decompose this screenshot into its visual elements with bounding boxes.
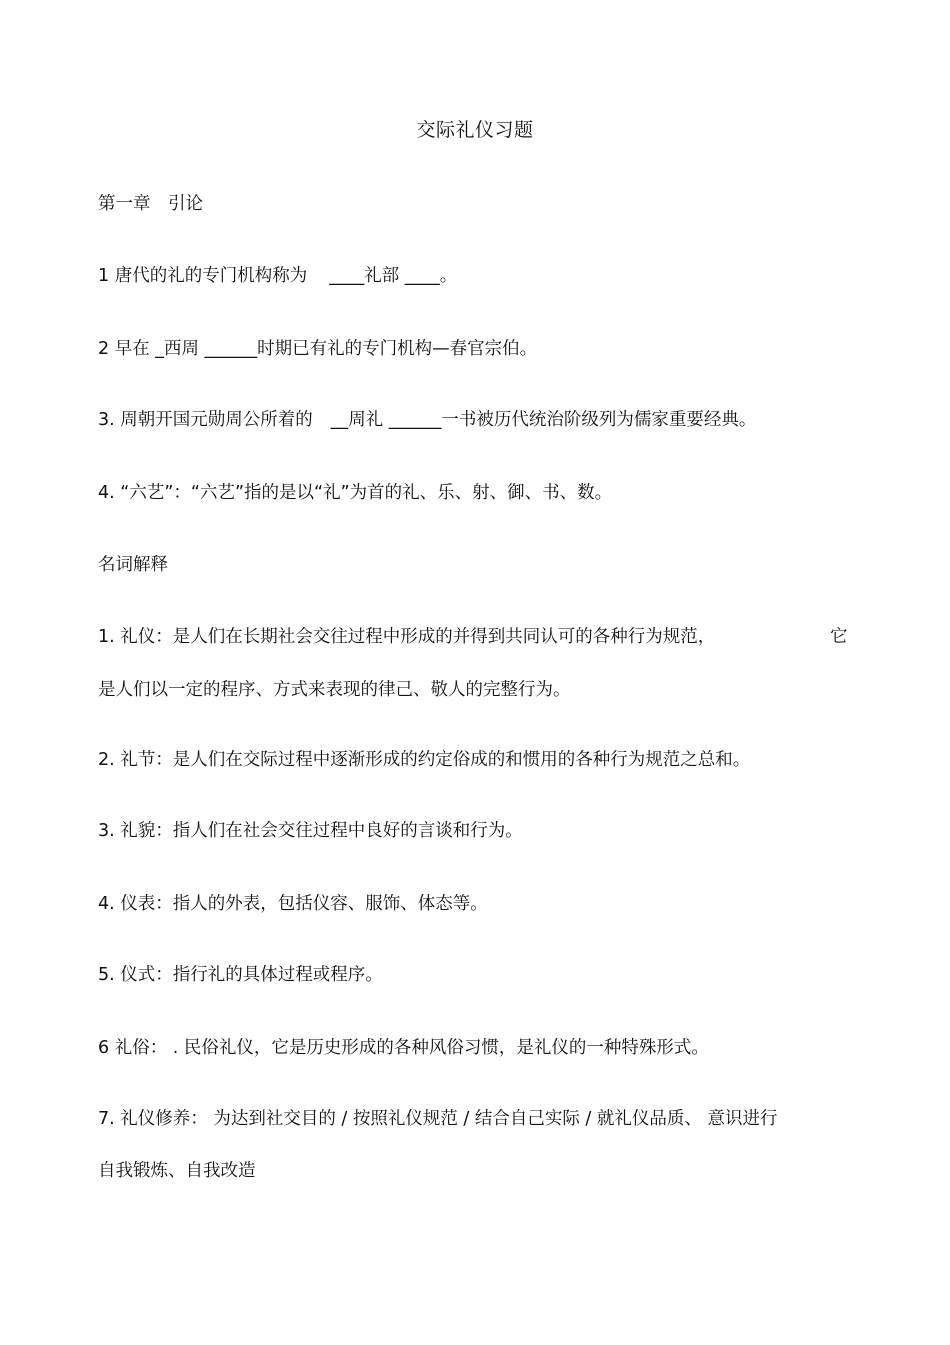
question-1-answer: ____礼部 ____。 xyxy=(329,266,458,286)
term-1-line-1: 1. 礼仪：是人们在长期社会交往过程中形成的并得到共同认可的各种行为规范， xyxy=(98,627,716,647)
term-1-line-1-tail: 它 xyxy=(830,627,848,647)
question-1 xyxy=(98,263,858,289)
term-5: 5. 仪式：指行礼的具体过程或程序。 xyxy=(98,965,383,985)
term-6: 6 礼俗： . 民俗礼仪，它是历史形成的各种风俗习惯，是礼仪的一种特殊形式。 xyxy=(98,1038,709,1058)
question-1-text: 1 唐代的礼的专门机构称为 xyxy=(98,266,308,286)
document-title: 交际礼仪习题 xyxy=(416,119,534,141)
term-7-line-2: 自我锻炼、自我改造 xyxy=(98,1161,256,1181)
question-4: 4. “六艺”：“六艺”指的是以“礼”为首的礼、乐、射、御、书、数。 xyxy=(98,483,613,503)
term-1-line-2: 是人们以一定的程序、方式来表现的律己、敬人的完整行为。 xyxy=(98,680,571,700)
question-2: 2 早在 _西周 ______时期已有礼的专门机构—春官宗伯。 xyxy=(98,339,538,359)
question-3-answer: __周礼 ______一书被历代统治阶级列为儒家重要经典。 xyxy=(330,410,757,430)
question-3-text: 3. 周朝开国元勋周公所着的 xyxy=(98,410,313,430)
chapter-heading: 第一章 引论 xyxy=(98,194,203,214)
question-3 xyxy=(98,407,858,433)
term-2: 2. 礼节：是人们在交际过程中逐渐形成的约定俗成的和惯用的各种行为规范之总和。 xyxy=(98,750,751,770)
term-3: 3. 礼貌：指人们在社会交往过程中良好的言谈和行为。 xyxy=(98,821,523,841)
section-heading-terms: 名词解释 xyxy=(98,555,168,575)
term-7-line-1: 7. 礼仪修养： 为达到社交目的 / 按照礼仪规范 / 结合自己实际 / 就礼仪品质、 意识进行 xyxy=(98,1109,778,1129)
term-4: 4. 仪表：指人的外表，包括仪容、服饰、体态等。 xyxy=(98,894,488,914)
